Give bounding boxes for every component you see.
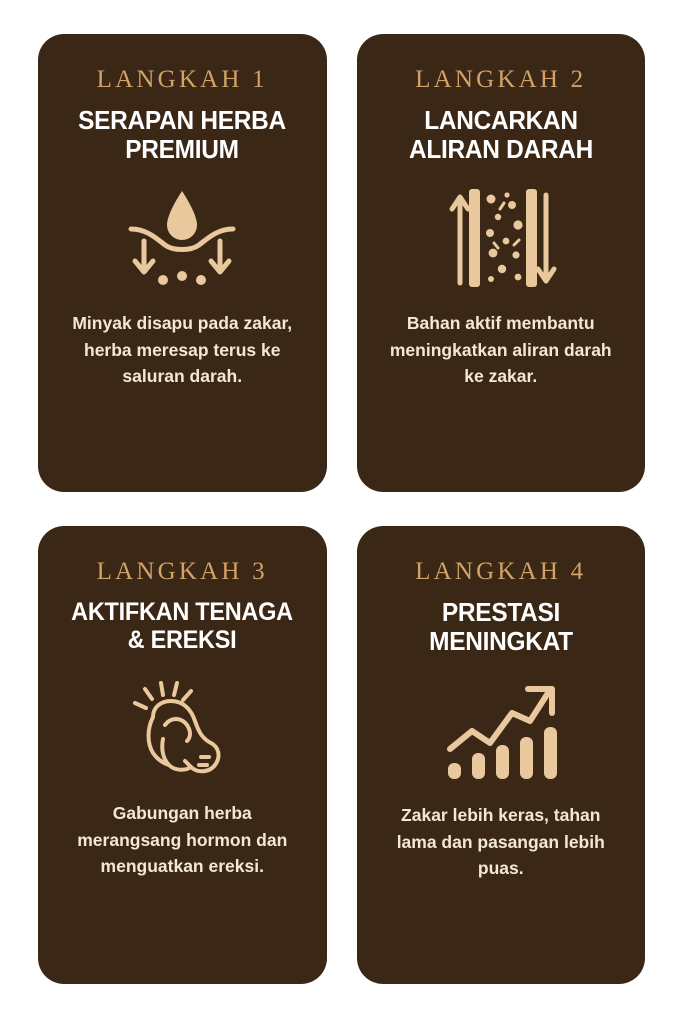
step-card-4: [357, 526, 646, 984]
card-description-3: Gabungan herba merangsang hormon dan menguatkan ereksi.: [77, 803, 288, 877]
step-label-4: LANGKAH 4: [415, 558, 587, 585]
step-label-1: LANGKAH 1: [96, 66, 268, 93]
card-description-4: Zakar lebih keras, tahan lama dan pasangan lebih puas.: [396, 805, 605, 879]
step-label-3: LANGKAH 3: [96, 558, 268, 585]
step-card-2: [357, 34, 646, 492]
card-title-4: PRESTASI MENINGKAT: [428, 597, 573, 657]
card-description-1: Minyak disapu pada zakar, herba meresap terus ke saluran darah.: [72, 313, 293, 387]
step-card-1: [38, 34, 327, 492]
step-card-3: [38, 526, 327, 984]
rising-bar-chart-arrow-icon: [436, 670, 566, 790]
card-title-1: SERAPAN HERBA PREMIUM: [78, 105, 287, 165]
step-label-2: LANGKAH 2: [415, 66, 587, 93]
card-title-2: LANCARKAN ALIRAN DARAH: [408, 105, 593, 165]
card-title-3: AKTIFKAN TENAGA & EREKSI: [71, 598, 294, 654]
blood-flow-vessel-icon: [436, 178, 566, 298]
flexed-biceps-icon: [117, 668, 247, 788]
card-description-2: Bahan aktif membantu meningkatkan aliran darah ke zakar.: [389, 313, 612, 387]
oil-drop-absorption-icon: [117, 178, 247, 298]
